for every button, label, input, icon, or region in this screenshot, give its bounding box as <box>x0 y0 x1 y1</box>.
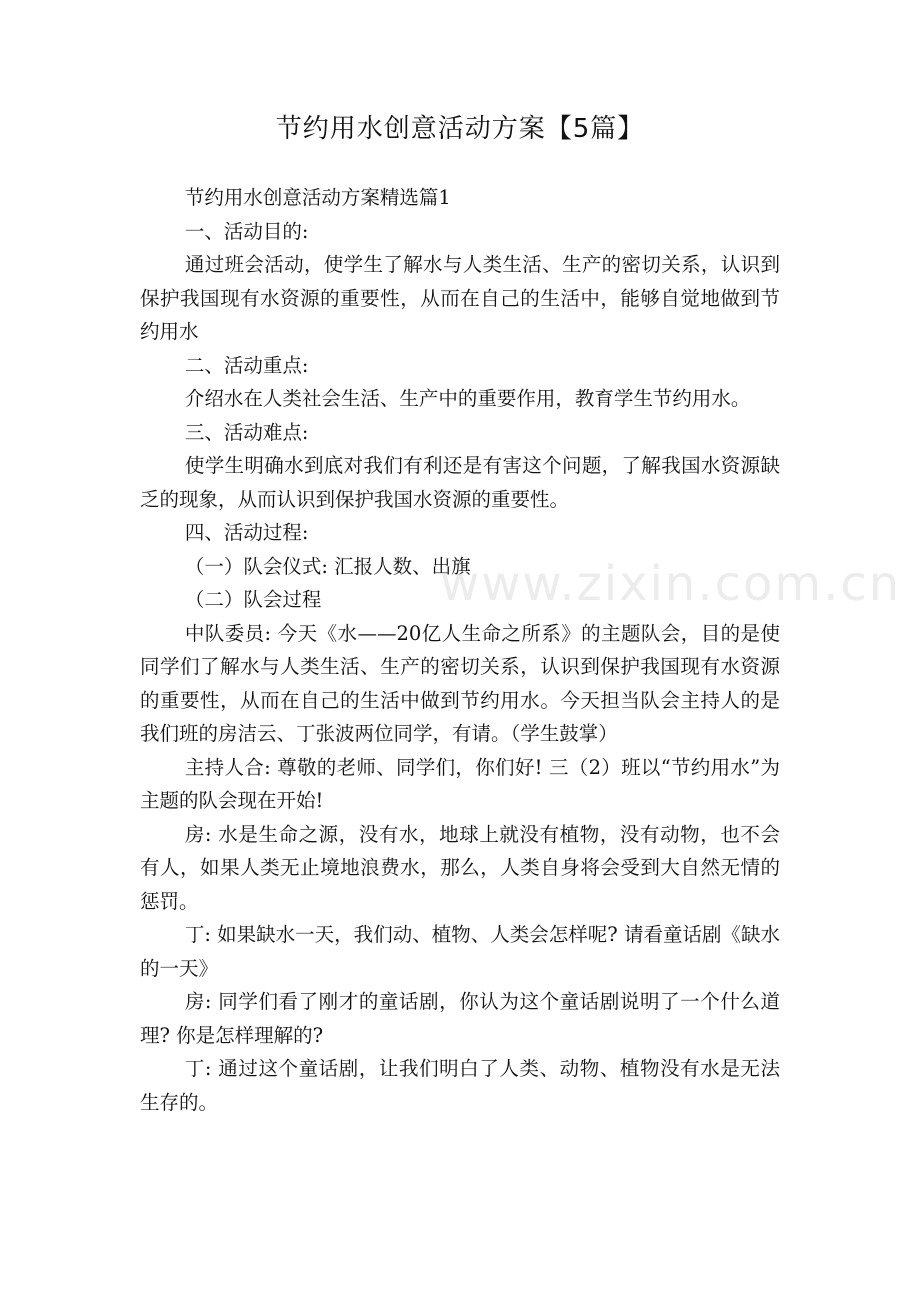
paragraph: 使学生明确水到底对我们有利还是有害这个问题，了解我国水资源缺乏的现象，从而认识到保护我国水资源的重要性。 <box>140 454 780 511</box>
watermark: www.zixin.com.cn <box>440 556 902 612</box>
paragraph: （一）队会仪式: 汇报人数、出旗 <box>184 554 471 578</box>
paragraph: 房: 同学们看了刚才的童话剧，你认为这个童话剧说明了一个什么道理? 你是怎样理解的? <box>140 990 780 1047</box>
paragraph: 三、活动难点: <box>184 420 309 444</box>
paragraph: 四、活动过程: <box>184 521 309 544</box>
paragraph: 通过班会活动，使学生了解水与人类生活、生产的密切关系，认识到保护我国现有水资源的重要性，从而在自己的生活中，能够自觉地做到节约用水 <box>140 253 780 343</box>
paragraph: 丁: 通过这个童话剧，让我们明白了人类、动物、植物没有水是无法生存的。 <box>140 1057 780 1114</box>
paragraph: 二、活动重点: <box>184 353 309 377</box>
document-body <box>140 181 780 1119</box>
paragraph: 一、活动目的: <box>184 219 309 243</box>
section-heading: 节约用水创意活动方案精选篇1 <box>184 186 451 209</box>
paragraph: 中队委员: 今天《水——20亿人生命之所系》的主题队会，目的是使同学们了解水与人类生活、生产的密切关系，认识到保护我国现有水资源的重要性，从而在自己的生活中做到节约用水。今天担当队会主持人的是我们班的房洁云、丁张波两位同学，有请。（学生鼓掌） <box>140 621 780 745</box>
document-title: 节约用水创意活动方案【5篇】 <box>275 114 645 144</box>
paragraph: （二）队会过程 <box>184 588 322 611</box>
paragraph: 房: 水是生命之源，没有水，地球上就没有植物，没有动物，也不会有人，如果人类无止境地浪费水，那么，人类自身将会受到大自然无情的惩罚。 <box>140 822 780 913</box>
paragraph: 主持人合: 尊敬的老师、同学们，你们好! 三（2）班以“节约用水”为主题的队会现在开始! <box>140 755 780 812</box>
paragraph: 介绍水在人类社会生活、生产中的重要作用，教育学生节约用水。 <box>184 387 751 410</box>
paragraph: 丁: 如果缺水一天，我们动、植物、人类会怎样呢? 请看童话剧《缺水的一天》 <box>140 923 780 980</box>
